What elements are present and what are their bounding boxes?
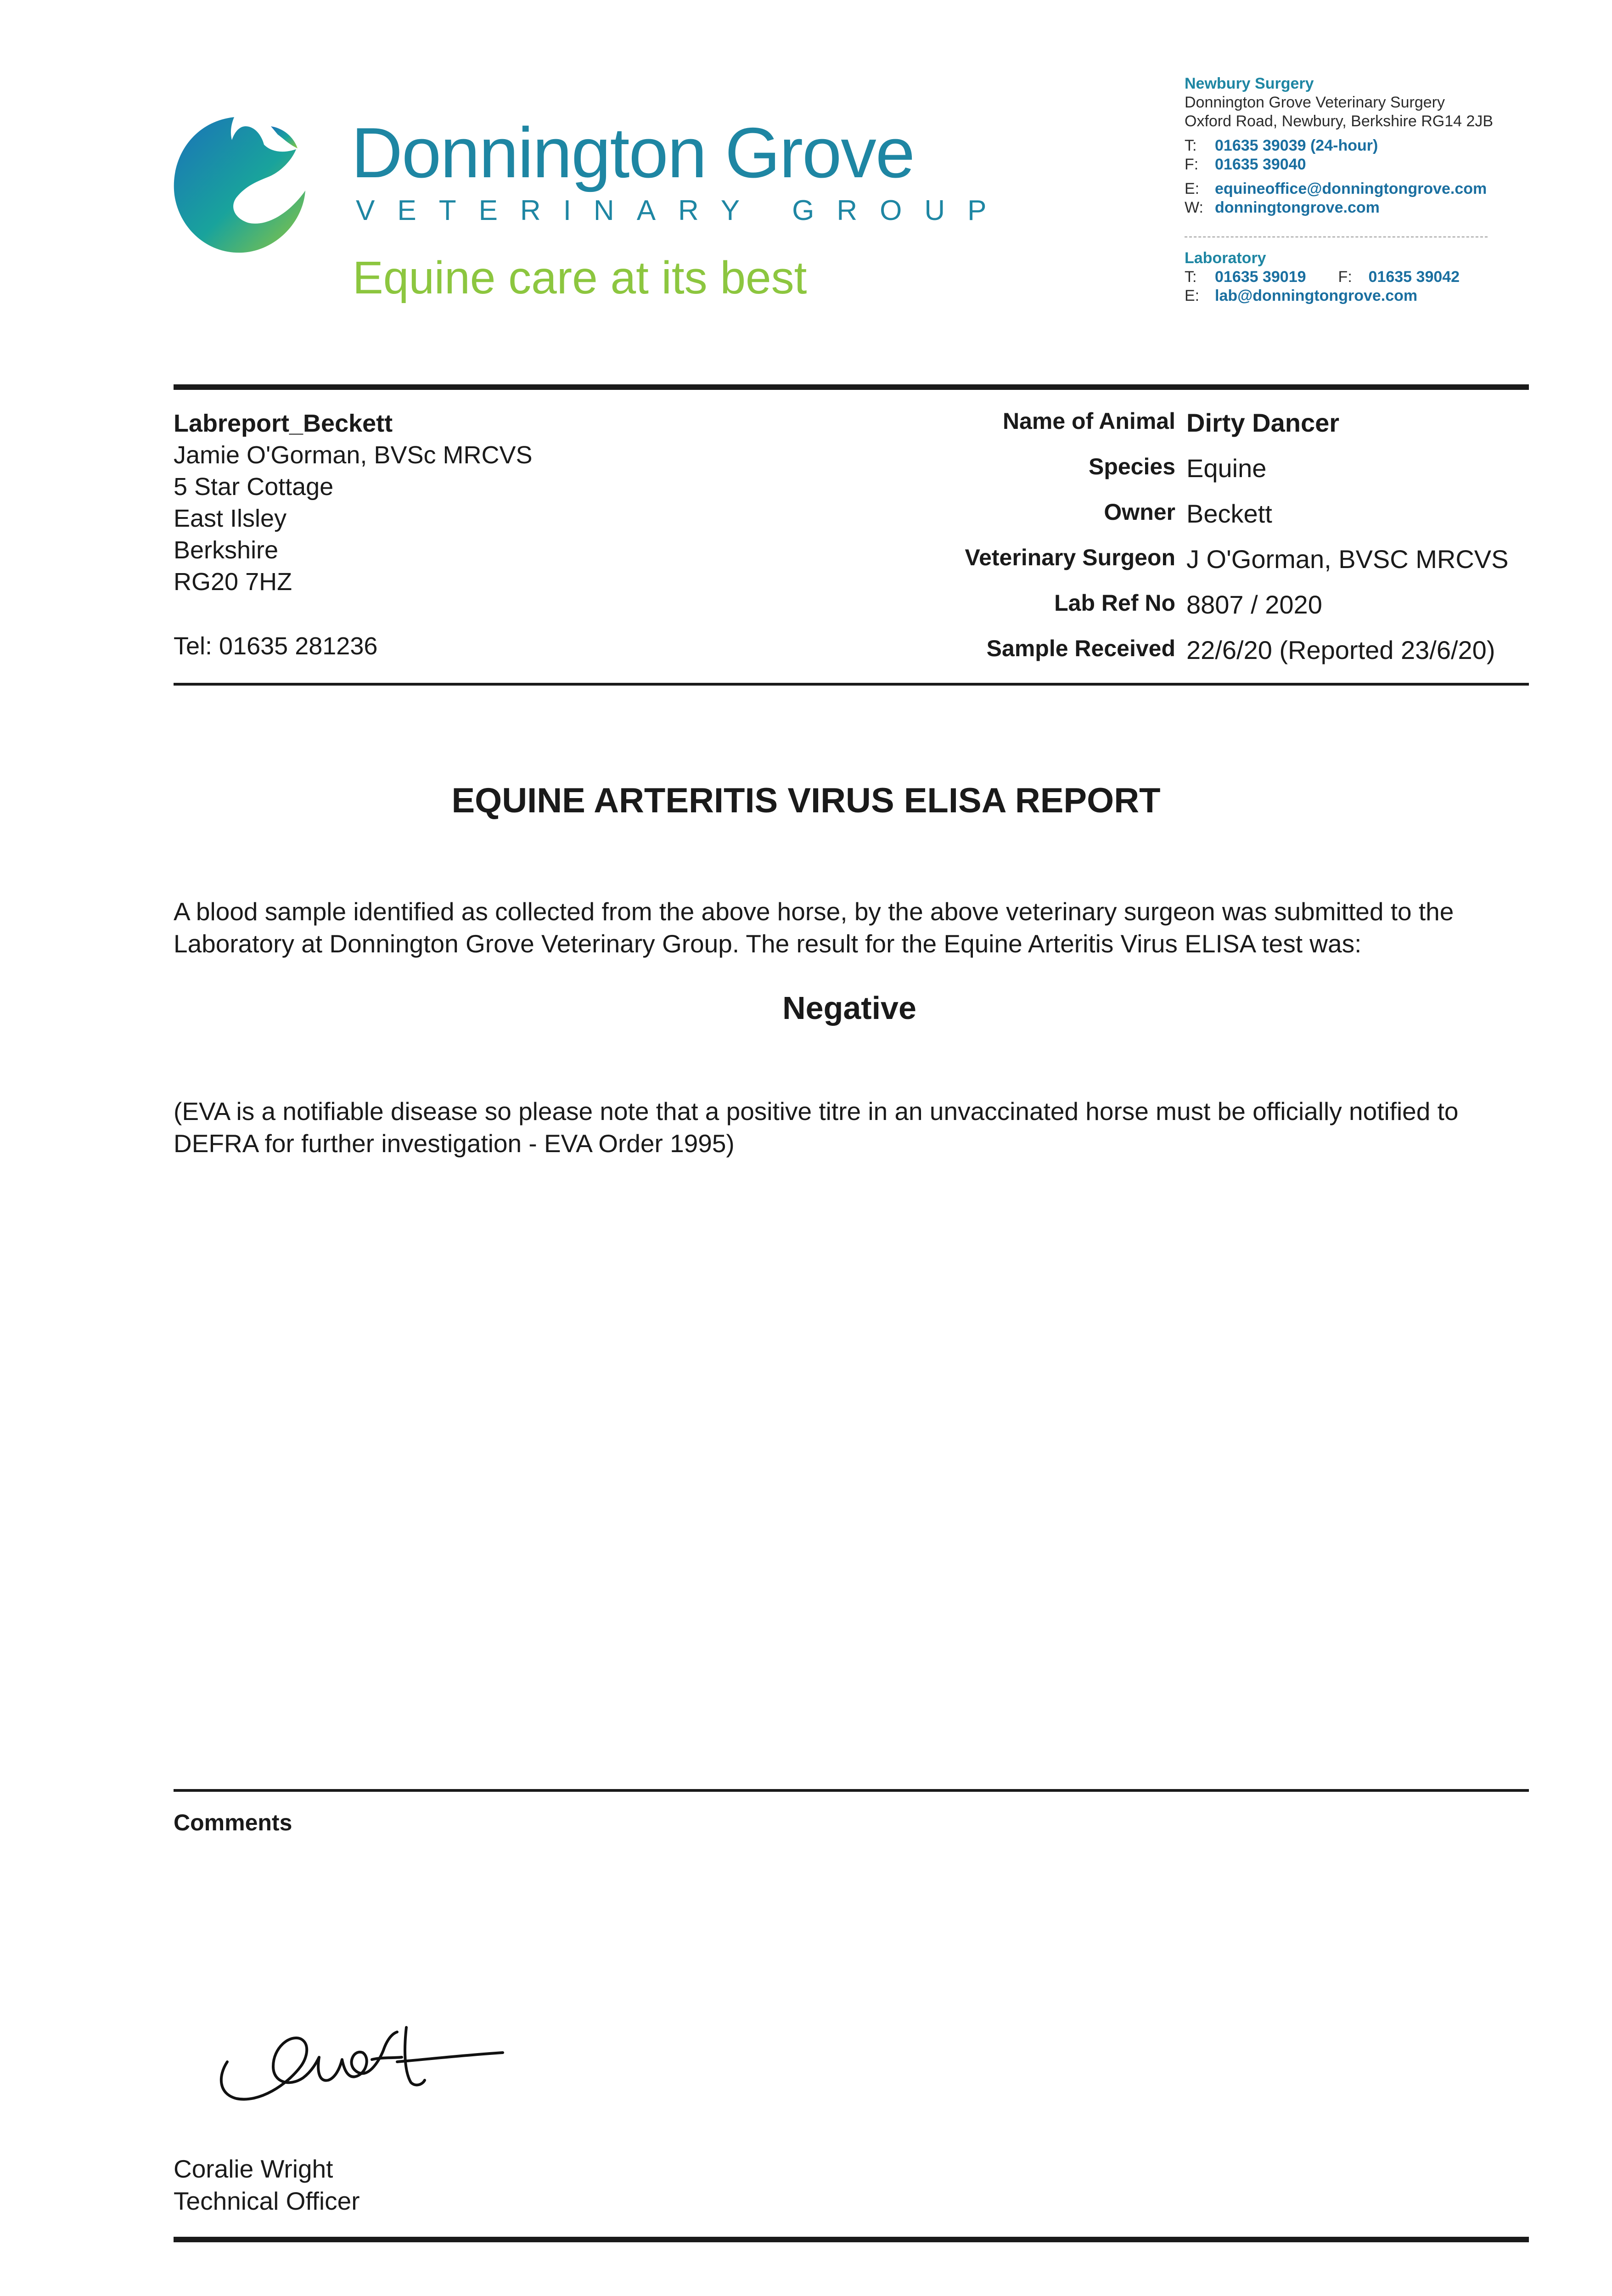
comments-label: Comments — [174, 1810, 292, 1835]
details-label: Name of Animal — [1002, 408, 1175, 434]
laboratory-heading: Laboratory — [1185, 249, 1266, 267]
details-row — [836, 590, 1509, 635]
newbury-tel: 01635 39039 (24-hour) — [1215, 137, 1378, 154]
report-reference: Labreport_Beckett — [174, 410, 393, 437]
recipient-telephone: Tel: 01635 281236 — [174, 632, 378, 660]
signature-image — [209, 2007, 512, 2112]
fax-label: F: — [1338, 268, 1352, 286]
animal-details — [836, 408, 1509, 681]
newbury-contact — [1185, 74, 1493, 217]
brand-subtitle: VETERINARY GROUP — [356, 195, 1009, 226]
address-line: Jamie O'Gorman, BVSc MRCVS — [174, 441, 533, 469]
website-link[interactable]: donningtongrove.com — [1215, 199, 1380, 216]
laboratory-email-link[interactable]: lab@donningtongrove.com — [1215, 287, 1418, 304]
email-label: E: — [1185, 180, 1200, 197]
details-row — [836, 453, 1509, 499]
email-label: E: — [1185, 287, 1200, 304]
fax-label: F: — [1185, 156, 1199, 173]
details-label: Owner — [1104, 499, 1175, 525]
newbury-fax: 01635 39040 — [1215, 156, 1306, 173]
brand-tagline: Equine care at its best — [353, 252, 807, 304]
web-label: W: — [1185, 199, 1203, 216]
header-rule — [174, 384, 1529, 390]
details-value: Dirty Dancer — [1186, 408, 1340, 437]
laboratory-fax: 01635 39042 — [1368, 268, 1460, 286]
horse-logo-icon — [165, 108, 317, 259]
test-result: Negative — [782, 990, 916, 1026]
details-value: Beckett — [1186, 499, 1272, 528]
address-line: 5 Star Cottage — [174, 473, 334, 501]
notifiable-disease-note: (EVA is a notifiable disease so please note that a positive titre in an unvaccinated horse must be officially notified to DEFRA for further investigation - EVA Order 1995) — [174, 1097, 1459, 1158]
contact-divider — [1185, 236, 1488, 237]
brand-name: Donnington Grove — [351, 113, 915, 192]
newbury-address-line2: Oxford Road, Newbury, Berkshire RG14 2JB — [1185, 113, 1494, 130]
comments-rule — [174, 1789, 1529, 1792]
recipient-address — [174, 408, 533, 598]
address-line: Berkshire — [174, 536, 279, 564]
details-row — [836, 544, 1509, 590]
report-title: EQUINE ARTERITIS VIRUS ELISA REPORT — [451, 781, 1161, 820]
newbury-address-line1: Donnington Grove Veterinary Surgery — [1185, 94, 1445, 111]
details-value: Equine — [1186, 454, 1267, 483]
details-value: 8807 / 2020 — [1186, 590, 1322, 619]
details-label: Lab Ref No — [1054, 590, 1175, 616]
newbury-email-link[interactable]: equineoffice@donningtongrove.com — [1215, 180, 1487, 197]
address-line: East Ilsley — [174, 505, 287, 532]
footer-rule — [174, 2237, 1529, 2242]
details-rule — [174, 683, 1529, 686]
details-label: Species — [1088, 454, 1175, 479]
laboratory-contact — [1185, 249, 1460, 305]
details-value: J O'Gorman, BVSC MRCVS — [1186, 545, 1509, 574]
details-value: 22/6/20 (Reported 23/6/20) — [1186, 636, 1495, 664]
address-line: RG20 7HZ — [174, 568, 292, 596]
tel-label: T: — [1185, 268, 1197, 286]
report-description: A blood sample identified as collected from the above horse, by the above veterinary surgeon was submitted to the Laboratory at Donnington Grove Veterinary Group. The result for the Equine Arteritis Virus ELISA test was: — [174, 897, 1454, 958]
details-row — [836, 499, 1509, 544]
details-label: Veterinary Surgeon — [965, 545, 1175, 570]
tel-label: T: — [1185, 137, 1197, 154]
newbury-heading: Newbury Surgery — [1185, 75, 1314, 92]
signer-role: Technical Officer — [174, 2187, 360, 2215]
details-row — [836, 635, 1509, 681]
laboratory-tel: 01635 39019 — [1215, 268, 1306, 286]
details-label: Sample Received — [986, 636, 1175, 661]
signer-name: Coralie Wright — [174, 2155, 333, 2183]
details-row — [836, 408, 1509, 453]
